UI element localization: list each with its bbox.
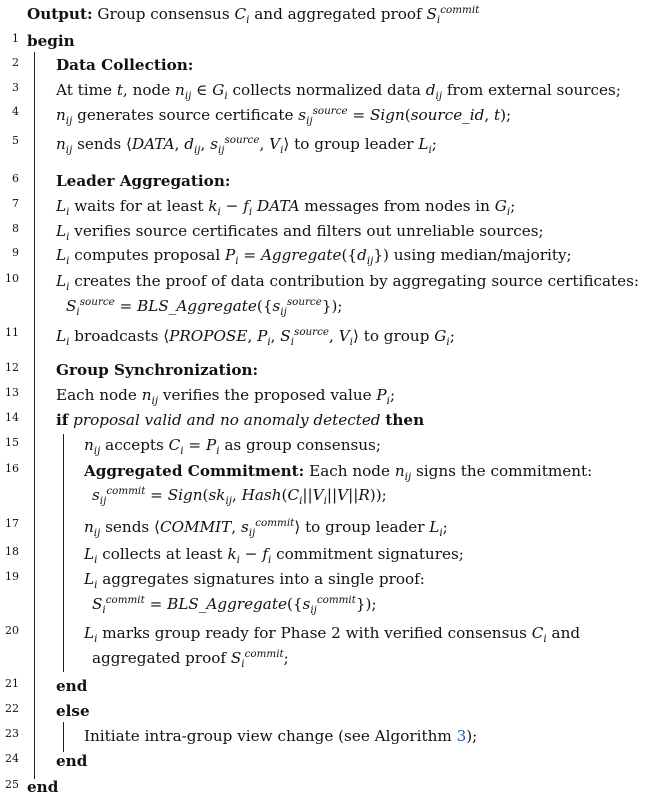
line-text: $L_i$ collects at least $k_i - f_i$ commitment signatures; [84, 545, 464, 567]
line-number: 17 [5, 517, 19, 530]
line-number: 11 [5, 326, 19, 339]
line-number: 16 [5, 462, 19, 475]
line-number: 12 [5, 361, 19, 374]
line-number: 22 [5, 702, 19, 715]
line-number: 4 [12, 105, 19, 118]
line-number: 14 [5, 411, 19, 424]
line-text: $n_{ij}$ generates source certificate $s_{ij}^{source}$ = Sign(source_id, t); [56, 105, 512, 128]
begin-block-rule [34, 52, 35, 779]
line-number: 15 [5, 436, 19, 449]
line-text: At time t, node $n_{ij}$ ∈ $G_i$ collects normalized data $d_{ij}$ from external sources; [56, 81, 621, 103]
line-text: $S_i^{source}$ = $BLS\_Aggregate(\{s_{ij}^{source}\})$; [66, 296, 343, 319]
output-label: Output: [27, 5, 93, 24]
line-text: if proposal valid and no anomaly detected then [56, 411, 425, 429]
line-text: Aggregated Commitment: Each node $n_{ij}$ signs the commitment: [84, 462, 593, 484]
line-text: $S_i^{commit}$ = $BLS\_Aggregate(\{s_{ij}^{commit}\})$; [92, 594, 377, 617]
line-text: $n_{ij}$ sends ⟨DATA, $d_{ij}$, $s_{ij}^{source}$, $V_i⟩$ to group leader $L_i$; [56, 134, 437, 157]
line-number: 24 [5, 752, 19, 765]
section-heading: Leader Aggregation: [56, 172, 231, 190]
line-text: $L_i$ computes proposal $P_i$ = $Aggregate(\{d_{ij}\})$ using median/majority; [56, 246, 572, 268]
section-heading: Data Collection: [56, 56, 194, 74]
line-text: $s_{ij}^{commit}$ = $Sign(sk_{ij}$, $Hash(C_i||V_i||V||R)$); [92, 485, 387, 508]
line-text: $L_i$ waits for at least $k_i - f_i$ DATA messages from nodes in $G_i$; [56, 197, 516, 219]
line-number: 3 [12, 81, 19, 94]
line-text: $L_i$ creates the proof of data contribution by aggregating source certificates: [56, 272, 640, 294]
line-text: Initiate intra-group view change (see Algorithm 3); [84, 727, 478, 745]
section-heading: Group Synchronization: [56, 361, 259, 379]
line-number: 8 [12, 222, 19, 235]
line-number: 9 [12, 246, 19, 259]
line-number: 13 [5, 386, 19, 399]
line-number: 5 [12, 134, 19, 147]
algorithm-block: Output: Group consensus $C_i$ and aggregated proof $S_i^{commit}$ 1 begin 2 Data Collection: 3 At time t, node $n_{ij}$ ∈ $G_i$ collects normalized data $d_{ij}$ from external sources; 4 $n_{ij}$ generates source certificate $s_{ij}^{source}$ = Sign(source_id, t); 5 $n_{ij}$ sends ⟨DATA, $d_{ij}$, $s_{ij}^{source}$, $V_i⟩$ to group leader $L_i$; 6 Leader Aggregation: 7 $L_i$ waits for at least $k_i - f_i$ DATA messages from nodes in $G_i$; 8 $L_i$ verifies source certificates and filters out unreliable sources; 9 $L_i$ computes proposal $P_i$ = $Aggregate(\{d_{ij}\})$ using median/majority; 10 $L_i$ creates the proof of data contribution by aggregating source certificates: $S_i^{source}$ = $BLS\_Aggregate(\{s_{ij}^{source}\})$; 11 $L_i$ broadcasts ⟨PROPOSE, $P_i$, $S_i^{source}$, $V_i⟩$ to group $G_i$; 12 Group Synchronization: 13 Each node $n_{ij}$ verifies the proposed value $P_i$; 14 if proposal valid and no anomaly detected then 15 $n_{ij}$ accepts $C_i = P_i$ as group consensus; 16 Aggregated Commitment: Each node $n_{ij}$ signs the commitment: $s_{ij}^{commit}$ = $Sign(sk_{ij}$, $Hash(C_i||V_i||V||R)$); 17 $n_{ij}$ sends ⟨COMMIT, $s_{ij}^{commit}⟩$ to group leader $L_i$; 18 $L_i$ collects at least $k_i - f_i$ commitment signatures; 19 $L_i$ aggregates signatures into a single proof: $S_i^{commit}$ = $BLS\_Aggregate(\{s_{ij}^{commit}\})$; 20 $L_i$ marks group ready for Phase 2 with verified consensus $C_i$ and aggregated proof $S_i^{commit}$; 21 end 22 else 23 Initiate intra-group view change (see Algorithm 3); 24 end 25 end [0, 0, 647, 798]
line-number: 23 [5, 727, 19, 740]
line-text: $L_i$ verifies source certificates and filters out unreliable sources; [56, 222, 544, 244]
line-text: $n_{ij}$ sends ⟨COMMIT, $s_{ij}^{commit}⟩$ to group leader $L_i$; [84, 517, 448, 540]
keyword-end: end [27, 778, 59, 796]
line-number: 7 [12, 197, 19, 210]
line-number: 19 [5, 570, 19, 583]
line-number: 25 [5, 778, 19, 791]
line-number: 6 [12, 172, 19, 185]
algorithm-reference-link[interactable]: 3 [456, 727, 467, 745]
line-text: begin [27, 32, 75, 50]
line-text: $n_{ij}$ accepts $C_i = P_i$ as group consensus; [84, 436, 381, 458]
line-text: aggregated proof $S_i^{commit}$; [92, 648, 289, 671]
line-text: $L_i$ broadcasts ⟨PROPOSE, $P_i$, $S_i^{source}$, $V_i⟩$ to group $G_i$; [56, 326, 455, 349]
line-text: $L_i$ aggregates signatures into a single proof: [84, 570, 425, 592]
line-text: $L_i$ marks group ready for Phase 2 with verified consensus $C_i$ and [84, 624, 581, 646]
keyword-end: end [56, 752, 88, 770]
line-number: 1 [12, 32, 19, 45]
line-number: 2 [12, 56, 19, 69]
line-number: 18 [5, 545, 19, 558]
line-number: 21 [5, 677, 19, 690]
keyword-end: end [56, 677, 88, 695]
line-number: 10 [5, 272, 19, 285]
then-block-rule [63, 434, 64, 672]
else-block-rule [63, 722, 64, 752]
line-number: 20 [5, 624, 19, 637]
line-text: Each node $n_{ij}$ verifies the proposed value $P_i$; [56, 386, 396, 408]
keyword-else: else [56, 702, 90, 720]
